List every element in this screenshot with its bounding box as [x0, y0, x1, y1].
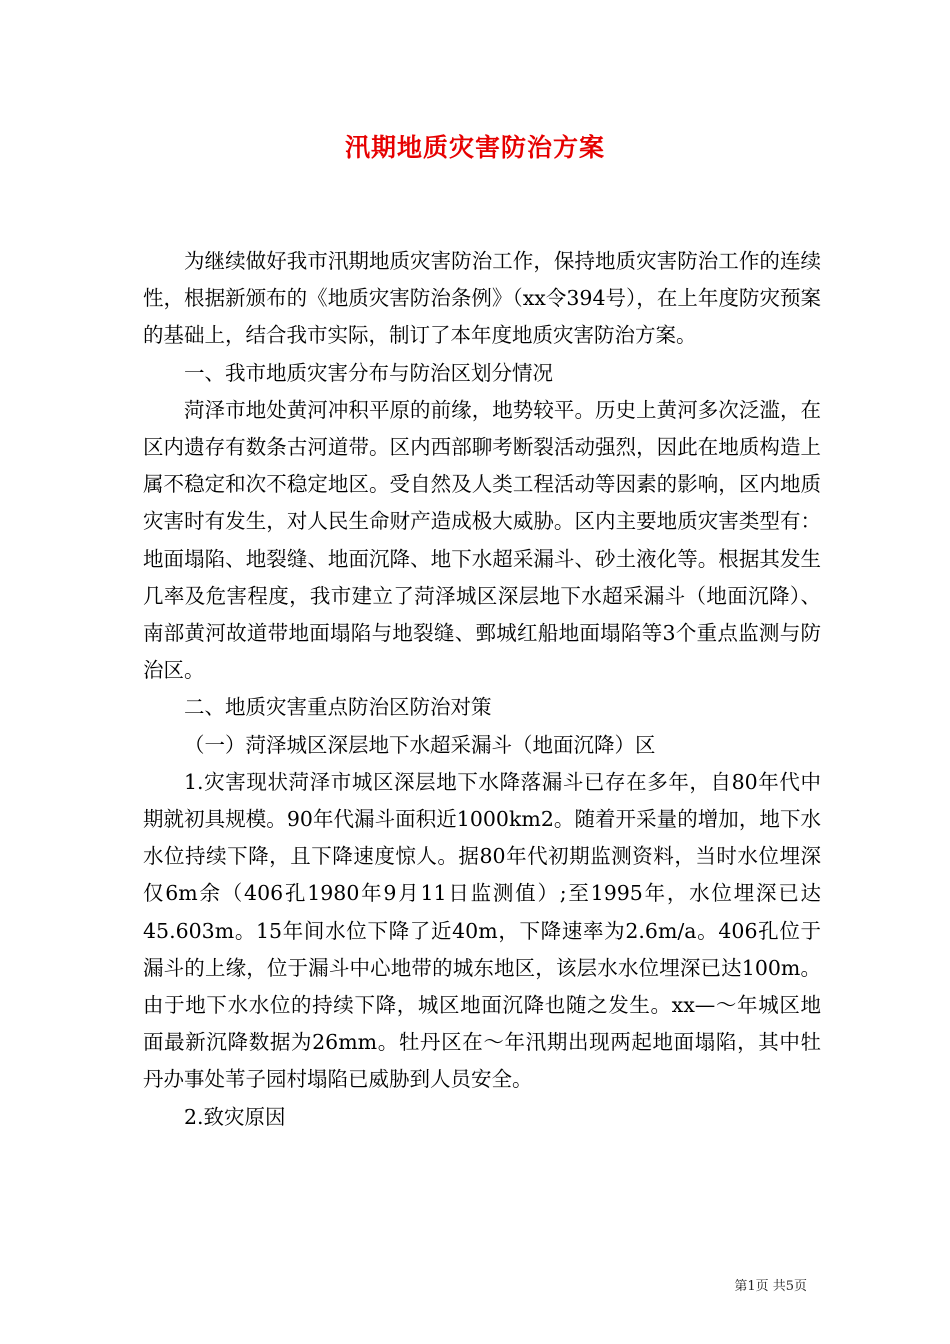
intro-paragraph: 为继续做好我市汛期地质灾害防治工作，保持地质灾害防治工作的连续性，根据新颁布的《地质灾害防治条例》（xx令394号），在上年度防灾预案的基础上，结合我市实际，制订了本年度地质灾害防治方案。: [143, 249, 821, 348]
section-heading-1: 一、我市地质灾害分布与防治区划分情况: [184, 360, 553, 385]
document-body: [143, 243, 821, 1136]
disaster-status-paragraph: 1.灾害现状菏泽市城区深层地下水降落漏斗已存在多年，自80年代中期就初具规模。90年代漏斗面积近1000km2。随着开采量的增加，地下水水位持续下降，且下降速度惊人。据80年代初期监测资料，当时水位埋深仅6m余（406孔1980年9月11日监测值）;至1995年，水位埋深已达45.603m。15年间水位下降了近40m，下降速率为2.6m/a。406孔位于漏斗的上缘，位于漏斗中心地带的城东地区，该层水水位埋深已达100m。由于地下水水位的持续下降，城区地面沉降也随之发生。xx—～年城区地面最新沉降数据为26mm。牡丹区在～年汛期出现两起地面塌陷，其中牡丹办事处苇子园村塌陷已威胁到人员安全。: [143, 769, 821, 1092]
section-1-paragraph: 菏泽市地处黄河冲积平原的前缘，地势较平。历史上黄河多次泛滥，在区内遗存有数条古河道带。区内西部聊考断裂活动强烈，因此在地质构造上属不稳定和次不稳定地区。受自然及人类工程活动等因素的影响，区内地质灾害时有发生，对人民生命财产造成极大威胁。区内主要地质灾害类型有：地面塌陷、地裂缝、地面沉降、地下水超采漏斗、砂土液化等。根据其发生几率及危害程度，我市建立了菏泽城区深层地下水超采漏斗（地面沉降）、南部黄河故道带地面塌陷与地裂缝、鄄城红船地面塌陷等3个重点监测与防治区。: [143, 397, 821, 683]
page-title: 汛期地质灾害防治方案: [344, 133, 605, 162]
cause-heading: 2.致灾原因: [184, 1104, 286, 1129]
section-heading-2: 二、地质灾害重点防治区防治对策: [184, 695, 492, 720]
subsection-heading-1: （一）菏泽城区深层地下水超采漏斗（地面沉降）区: [184, 732, 656, 757]
page-number: 第1页 共5页: [734, 1279, 807, 1294]
